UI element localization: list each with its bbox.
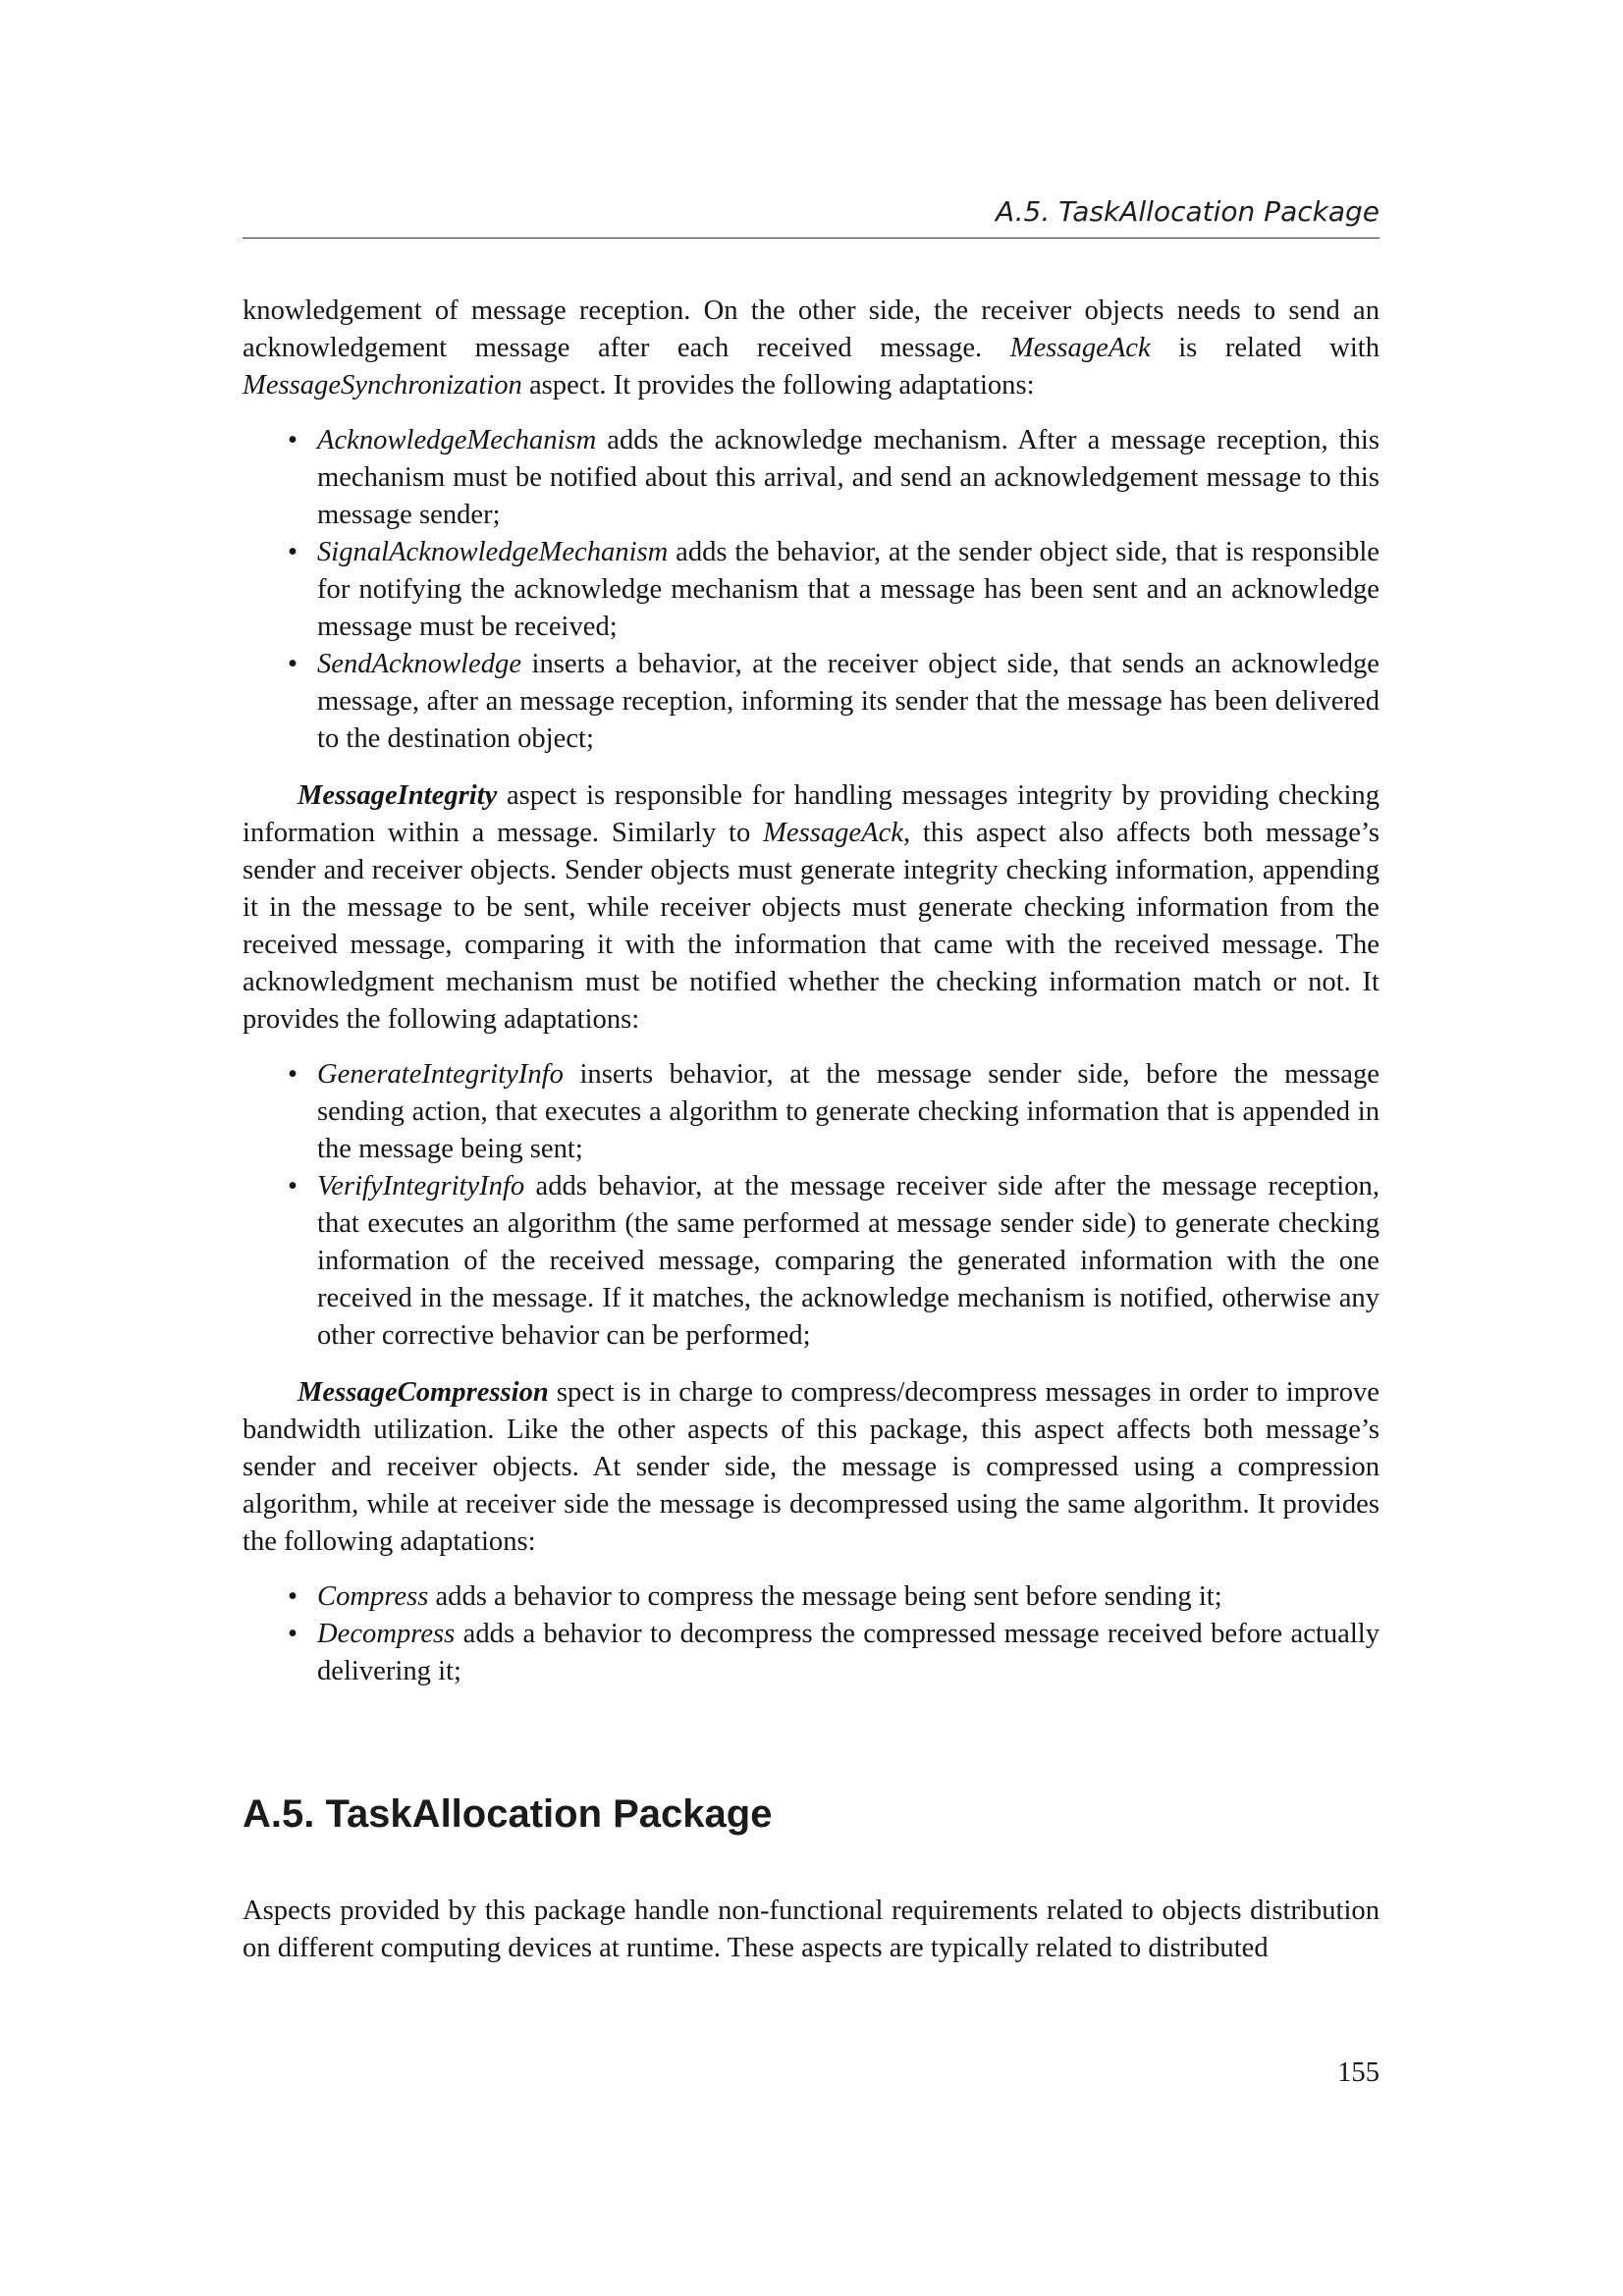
integrity-term: MessageIntegrity (298, 780, 498, 811)
intro-text-2: is related with (1150, 333, 1380, 363)
list-item (288, 422, 1380, 534)
list-item-text: adds a behavior to decompress the compressed message received before actually delivering it; (317, 1619, 1380, 1686)
bullet-icon: • (288, 649, 298, 679)
list-item-text: adds the behavior, at the sender object side, that is responsible for notifying the acknowledge mechanism that a message has been sent and an acknowledge message must be received; (317, 537, 1380, 642)
header-rule (243, 238, 1380, 239)
page-number: 155 (1337, 2057, 1380, 2088)
integrity-text-1: aspect is responsible for handling messages integrity by providing checking information within a message. Similarly to (243, 780, 1380, 848)
bullet-icon: • (288, 1581, 298, 1612)
bullet-icon: • (288, 1619, 298, 1649)
bullet-icon: • (288, 537, 298, 567)
section-paragraph: Aspects provided by this package handle non-functional requirements related to objects distribution on different computing devices at runtime. These aspects are typically related to distributed (243, 1896, 1380, 1963)
list-item-term: SignalAcknowledgeMechanism (317, 537, 669, 567)
bullet-icon: • (288, 1059, 298, 1090)
integrity-paragraph (243, 777, 1380, 1039)
list-item (288, 1168, 1380, 1355)
list-item (288, 1616, 1380, 1690)
list-item-term: SendAcknowledge (317, 649, 522, 679)
compression-text: spect is in charge to compress/decompress messages in order to improve bandwidth utilization. Like the other aspects of this package, this aspect affects both message’s sender and receiver objects. At sender side, the message is compressed using a compression algorithm, while at receiver side the message is decompressed using the same algorithm. It provides the following adaptations: (243, 1377, 1380, 1557)
integrity-text-2: , this aspect also affects both message’s sender and receiver objects. Sender objects must generate integrity checking information, appending it in the message to be sent, while receiver objects must generate checking information from the received message, comparing it with the information that came with the received message. The acknowledgment mechanism must be notified whether the checking information match or not. It provides the following adaptations: (243, 818, 1380, 1035)
integrity-adaptations-list (243, 1056, 1380, 1355)
list-item-term: GenerateIntegrityInfo (317, 1059, 564, 1090)
compression-adaptations-list (243, 1578, 1380, 1690)
body-text (243, 293, 1380, 1710)
intro-text-1: knowledgement of message reception. On the other side, the receiver objects needs to send an acknowledgement message after each received message. (243, 295, 1380, 363)
ack-adaptations-list (243, 422, 1380, 758)
compression-term: MessageCompression (298, 1377, 549, 1408)
intro-term-messagesynchronization: MessageSynchronization (243, 370, 522, 400)
list-item-term: Decompress (317, 1619, 456, 1649)
list-item-text: adds the acknowledge mechanism. After a message reception, this mechanism must be notified about this arrival, and send an acknowledgement message to this message sender; (317, 425, 1380, 530)
list-item (288, 646, 1380, 758)
list-item-text: adds behavior, at the message receiver side after the message reception, that executes an algorithm (the same performed at message sender side) to generate checking information of the received message, comparing the generated information with the one received in the message. If it matches, the acknowledge mechanism is notified, otherwise any other corrective behavior can be performed; (317, 1171, 1380, 1351)
intro-paragraph (243, 293, 1380, 404)
list-item (288, 1056, 1380, 1168)
list-item-term: AcknowledgeMechanism (317, 425, 597, 455)
section-heading: A.5. TaskAllocation Package (243, 1792, 773, 1836)
list-item-term: Compress (317, 1581, 429, 1612)
running-header: A.5. TaskAllocation Package (995, 195, 1380, 228)
intro-text-3: aspect. It provides the following adaptations: (521, 370, 1035, 400)
list-item (288, 534, 1380, 646)
list-item-text: adds a behavior to compress the message being sent before sending it; (428, 1581, 1222, 1612)
list-item (288, 1578, 1380, 1616)
list-item-term: VerifyIntegrityInfo (317, 1171, 525, 1201)
intro-term-messageack: MessageAck (1009, 333, 1151, 363)
list-item-text: inserts a behavior, at the receiver object side, that sends an acknowledge message, after an message reception, informing its sender that the message has been delivered to the destination object; (317, 649, 1380, 754)
list-item-text: inserts behavior, at the message sender side, before the message sending action, that executes a algorithm to generate checking information that is appended in the message being sent; (317, 1059, 1380, 1164)
compression-paragraph (243, 1374, 1380, 1561)
bullet-icon: • (288, 1171, 298, 1201)
integrity-ref-messageack: MessageAck (763, 818, 903, 848)
bullet-icon: • (288, 425, 298, 455)
